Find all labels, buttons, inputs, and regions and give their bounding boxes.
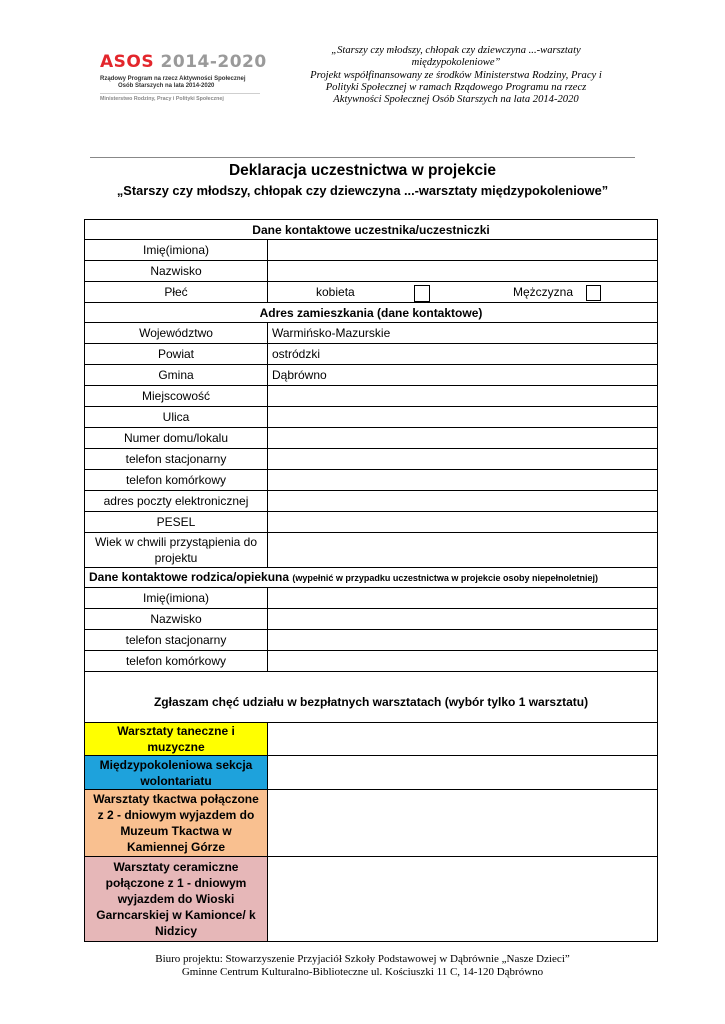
address-label: Ulica [85, 407, 268, 428]
workshop-row [85, 723, 658, 756]
form-row-address [85, 365, 658, 386]
address-field[interactable] [268, 449, 658, 470]
parent-heading-text: Dane kontaktowe rodzica/opiekuna [89, 570, 290, 584]
workshop-choice-field[interactable] [268, 857, 658, 942]
address-field[interactable]: ostródzki [268, 344, 658, 365]
parent-label: Nazwisko [85, 609, 268, 630]
form-row-address [85, 323, 658, 344]
header-line-1: „Starszy czy młodszy, chłopak czy dziewczyna ...-warsztaty [331, 45, 581, 56]
male-label: Mężczyzna [513, 285, 574, 299]
address-field[interactable] [268, 407, 658, 428]
workshop-choice-field[interactable] [268, 790, 658, 857]
logo-ministry: Ministerstwo Rodziny, Pracy i Polityki Społecznej [100, 96, 224, 102]
form-row-gender [85, 282, 658, 303]
section-row-address [85, 303, 658, 323]
section-parent-heading [85, 568, 658, 588]
gender-field [268, 282, 658, 303]
footer [0, 953, 725, 979]
logo-brand: ASOS [100, 52, 155, 72]
last-name-label: Nazwisko [85, 261, 268, 282]
section-row-contact [85, 220, 658, 240]
address-field[interactable]: Dąbrówno [268, 365, 658, 386]
female-label: kobieta [316, 285, 355, 299]
form-row-address [85, 470, 658, 491]
workshops-heading: Zgłaszam chęć udziału w bezpłatnych warsztatach (wybór tylko 1 warsztatu) [85, 672, 658, 723]
parent-field[interactable] [268, 630, 658, 651]
first-name-field[interactable] [268, 240, 658, 261]
parent-label: telefon komórkowy [85, 651, 268, 672]
form-row-address [85, 428, 658, 449]
last-name-field[interactable] [268, 261, 658, 282]
workshop-label: Międzypokoleniowa sekcja wolontariatu [85, 756, 268, 790]
form-row-parent [85, 630, 658, 651]
address-label: adres poczty elektronicznej [85, 491, 268, 512]
logo-line-2: Osób Starszych na lata 2014-2020 [118, 83, 215, 89]
address-label: Wiek w chwili przystąpienia do projektu [85, 533, 268, 568]
declaration-form [84, 219, 658, 942]
address-label: PESEL [85, 512, 268, 533]
address-field[interactable]: Warmińsko-Mazurskie [268, 323, 658, 344]
workshop-label: Warsztaty ceramiczne połączone z 1 - dniowym wyjazdem do Wioski Garncarskiej w Kamionce/ k Nidzicy [85, 857, 268, 942]
gender-label: Płeć [85, 282, 268, 303]
logo-wordmark [100, 52, 270, 72]
header-line-3: Projekt współfinansowany ze środków Ministerstwa Rodziny, Pracy i [310, 69, 602, 81]
parent-label: Imię(imiona) [85, 588, 268, 609]
parent-heading-note: (wypełnić w przypadku uczestnictwa w projekcie osoby niepełnoletniej) [292, 573, 598, 583]
workshops-heading-row [85, 672, 658, 723]
form-row-address [85, 386, 658, 407]
header-divider [90, 157, 635, 158]
section-contact-heading: Dane kontaktowe uczestnika/uczestniczki [85, 220, 658, 240]
logo-divider [100, 93, 260, 94]
header-line-5: Aktywności Społecznej Osób Starszych na lata 2014-2020 [333, 94, 579, 106]
document-subtitle: „Starszy czy młodszy, chłopak czy dziewczyna ...-warsztaty międzypokoleniowe” [116, 183, 609, 198]
header-line-2: międzypokoleniowe” [411, 57, 501, 69]
male-checkbox[interactable] [586, 285, 601, 301]
address-field[interactable] [268, 428, 658, 449]
logo-program-text [100, 76, 270, 90]
address-field[interactable] [268, 491, 658, 512]
address-field[interactable] [268, 386, 658, 407]
first-name-label: Imię(imiona) [85, 240, 268, 261]
address-label: Gmina [85, 365, 268, 386]
workshop-choice-field[interactable] [268, 756, 658, 790]
address-label: telefon stacjonarny [85, 449, 268, 470]
address-field[interactable] [268, 533, 658, 568]
address-label: Miejscowość [85, 386, 268, 407]
workshop-label: Warsztaty tkactwa połączone z 2 - dniowym wyjazdem do Muzeum Tkactwa w Kamiennej Górze [85, 790, 268, 857]
document-title: Deklaracja uczestnictwa w projekcie [228, 162, 497, 179]
address-field[interactable] [268, 470, 658, 491]
workshop-label: Warsztaty taneczne i muzyczne [85, 723, 268, 756]
parent-field[interactable] [268, 651, 658, 672]
form-row-last-name [85, 261, 658, 282]
form-row-parent [85, 588, 658, 609]
form-row-first-name [85, 240, 658, 261]
workshop-row [85, 756, 658, 790]
form-row-address [85, 344, 658, 365]
address-label: Powiat [85, 344, 268, 365]
address-label: Numer domu/lokalu [85, 428, 268, 449]
parent-field[interactable] [268, 588, 658, 609]
project-header [296, 45, 616, 106]
footer-line-2: Gminne Centrum Kulturalno-Biblioteczne ul. Kościuszki 11 C, 14-120 Dąbrówno [181, 966, 544, 978]
address-label: telefon komórkowy [85, 470, 268, 491]
logo-years: 2014-2020 [160, 52, 267, 72]
parent-label: telefon stacjonarny [85, 630, 268, 651]
form-row-parent [85, 651, 658, 672]
footer-line-1: Biuro projektu: Stowarzyszenie Przyjaciół Szkoły Podstawowej w Dąbrównie „Nasze Dzieci” [155, 953, 570, 965]
logo-line-1: Rządowy Program na rzecz Aktywności Społecznej [100, 76, 246, 82]
address-label: Województwo [85, 323, 268, 344]
asos-logo [100, 52, 270, 102]
parent-field[interactable] [268, 609, 658, 630]
form-row-address [85, 533, 658, 568]
form-row-address [85, 512, 658, 533]
workshop-row [85, 857, 658, 942]
form-row-address [85, 449, 658, 470]
header-line-4: Polityki Społecznej w ramach Rządowego Programu na rzecz [325, 81, 587, 93]
form-row-parent [85, 609, 658, 630]
workshop-choice-field[interactable] [268, 723, 658, 756]
female-checkbox[interactable] [414, 285, 430, 302]
section-row-parent [85, 568, 658, 588]
form-row-address [85, 491, 658, 512]
workshop-row [85, 790, 658, 857]
address-field[interactable] [268, 512, 658, 533]
section-address-heading: Adres zamieszkania (dane kontaktowe) [85, 303, 658, 323]
form-row-address [85, 407, 658, 428]
